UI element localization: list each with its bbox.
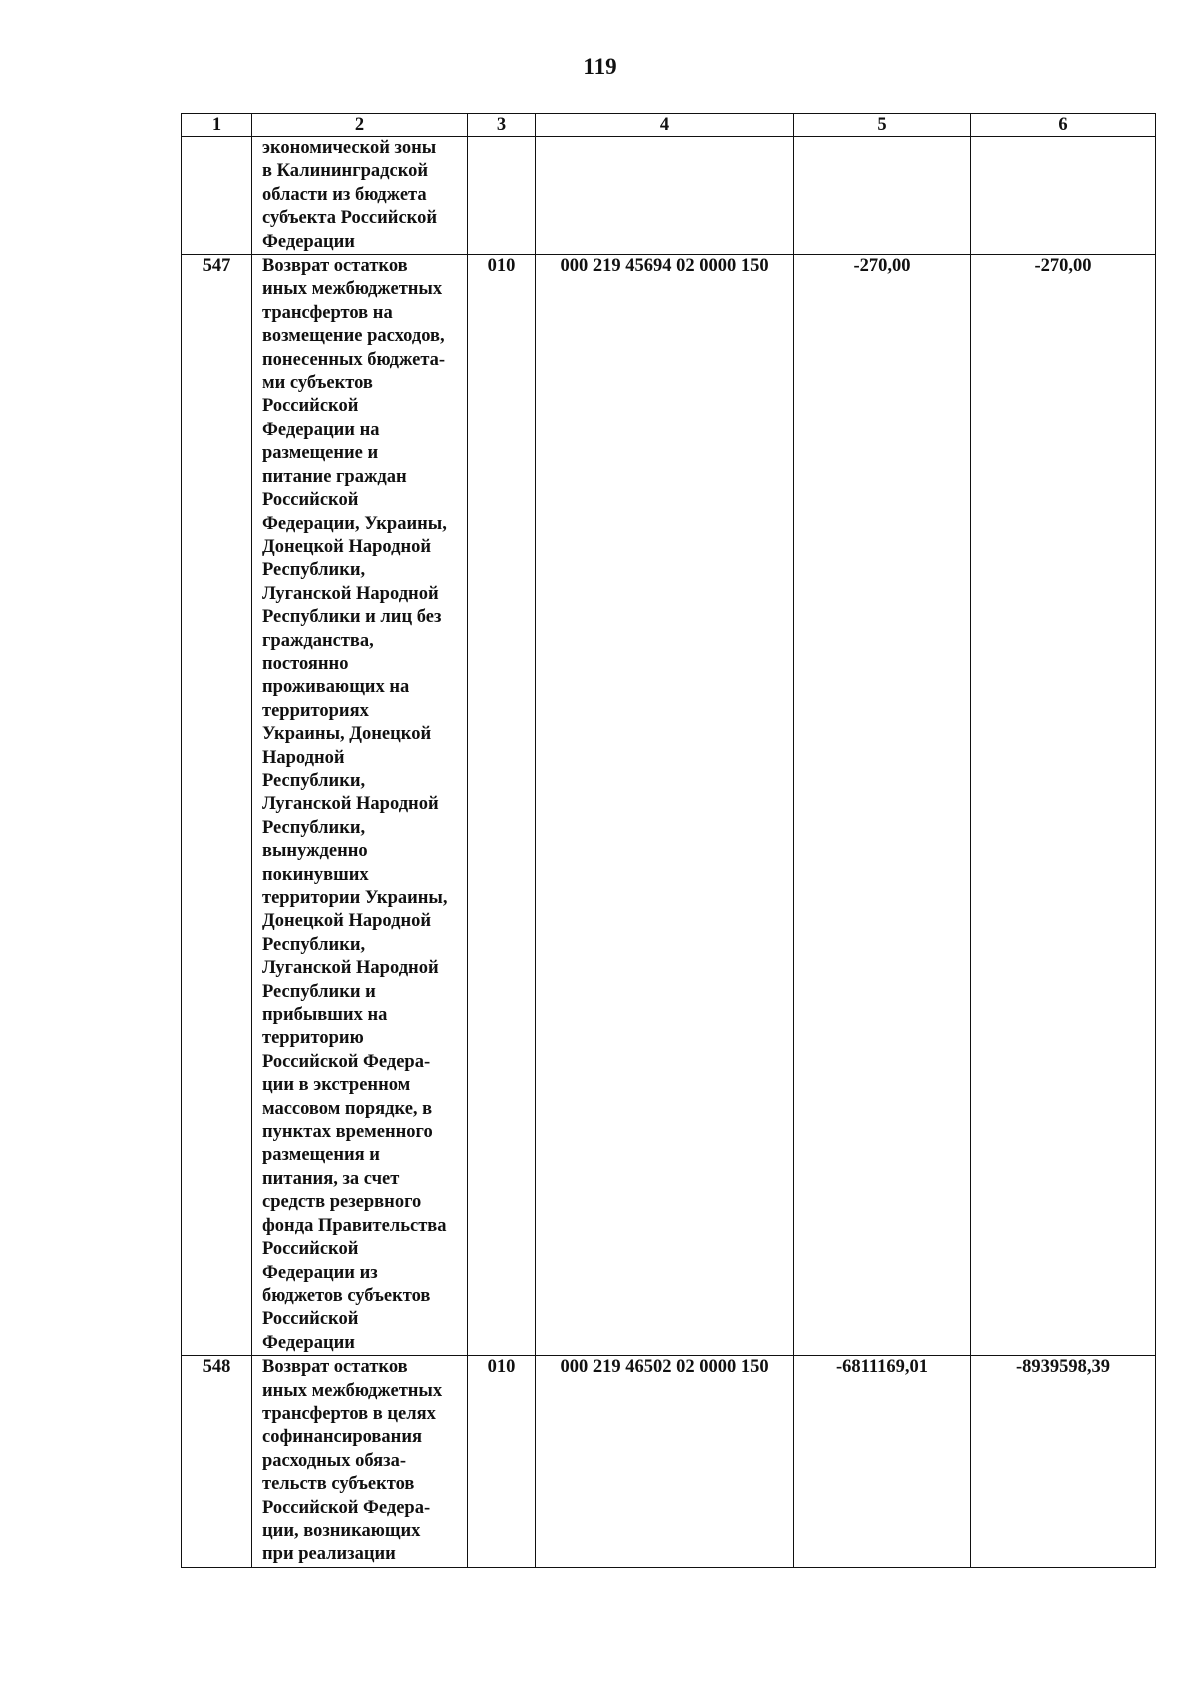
- name-line: Луганской Народной: [262, 958, 439, 979]
- header-cell-6: 6: [971, 114, 1156, 137]
- name-line: Донецкой Народной: [262, 536, 432, 557]
- name-line: Луганской Народной: [262, 794, 439, 815]
- name-line: Федерации: [262, 231, 355, 252]
- name-line: средств резервного: [262, 1192, 422, 1213]
- name-line: Республики,: [262, 770, 366, 791]
- row-sum2-cell: -270,00: [971, 255, 1156, 1356]
- table-row: [182, 137, 1156, 255]
- row-sum2-cell: -8939598,39: [971, 1356, 1156, 1568]
- name-line: Возврат остатков: [262, 1357, 408, 1378]
- name-line: Федерации на: [262, 419, 380, 440]
- name-line: ции, возникающих: [262, 1520, 421, 1541]
- name-line: трансфертов в целях: [262, 1403, 436, 1424]
- name-line: прибывших на: [262, 1005, 388, 1026]
- name-line: тельств субъектов: [262, 1474, 415, 1495]
- row-sum1-cell: -6811169,01: [794, 1356, 971, 1568]
- name-line: постоянно: [262, 653, 349, 674]
- table-row: [182, 255, 1156, 1356]
- name-line: бюджетов субъектов: [262, 1285, 431, 1306]
- name-line: размещения и: [262, 1145, 380, 1166]
- row-code-cell: [468, 137, 536, 255]
- name-line: Республики и лиц без: [262, 607, 442, 628]
- name-line: расходных обяза-: [262, 1450, 406, 1471]
- column-number-row: [182, 114, 1156, 137]
- row-name-cell: [252, 1356, 468, 1568]
- name-line: пунктах временного: [262, 1122, 433, 1143]
- name-line: ции в экстренном: [262, 1075, 411, 1096]
- name-line: Федерации, Украины,: [262, 513, 447, 534]
- name-line: гражданства,: [262, 630, 374, 651]
- name-line: Российской: [262, 396, 359, 417]
- name-line: Российской Федера-: [262, 1051, 431, 1072]
- name-line: Республики,: [262, 934, 366, 955]
- row-sum2-cell: [971, 137, 1156, 255]
- name-line: иных межбюджетных: [262, 279, 443, 300]
- header-cell-2: 2: [252, 114, 468, 137]
- header-cell-4: 4: [536, 114, 794, 137]
- name-line: Народной: [262, 747, 345, 768]
- name-line: питания, за счет: [262, 1168, 400, 1189]
- name-line: территориях: [262, 700, 369, 721]
- row-name-cell: [252, 137, 468, 255]
- name-line: Федерации: [262, 1332, 355, 1353]
- header-cell-3: 3: [468, 114, 536, 137]
- table-row: [182, 1356, 1156, 1568]
- name-line: Российской Федера-: [262, 1497, 431, 1518]
- row-code-cell: 010: [468, 255, 536, 1356]
- name-line: Украины, Донецкой: [262, 724, 432, 745]
- row-sum1-cell: -270,00: [794, 255, 971, 1356]
- name-line: территории Украины,: [262, 888, 448, 908]
- name-line: области из бюджета: [262, 184, 427, 205]
- name-line: экономической зоны: [262, 138, 437, 158]
- name-line: размещение и: [262, 443, 379, 464]
- row-number-cell: 548: [182, 1356, 252, 1568]
- name-line: фонда Правительства: [262, 1215, 447, 1236]
- header-cell-5: 5: [794, 114, 971, 137]
- name-line: иных межбюджетных: [262, 1380, 443, 1401]
- name-line: Республики,: [262, 817, 366, 838]
- name-line: массовом порядке, в: [262, 1098, 433, 1119]
- name-line: ми субъектов: [262, 373, 373, 394]
- name-line: Республики,: [262, 560, 366, 581]
- name-line: софинансирования: [262, 1427, 423, 1448]
- row-code-cell: 010: [468, 1356, 536, 1568]
- name-line: Луганской Народной: [262, 583, 439, 604]
- name-line: Российской: [262, 1309, 359, 1330]
- name-line: субъекта Российской: [262, 208, 437, 229]
- name-line: Российской: [262, 1239, 359, 1260]
- name-line: при реализации: [262, 1544, 396, 1565]
- name-line: Республики и: [262, 981, 376, 1002]
- header-cell-1: 1: [182, 114, 252, 137]
- name-line: Российской: [262, 490, 359, 511]
- row-kbk-cell: 000 219 45694 02 0000 150: [536, 255, 794, 1356]
- row-sum1-cell: [794, 137, 971, 255]
- name-line: вынужденно: [262, 841, 368, 862]
- name-line: территорию: [262, 1028, 364, 1049]
- budget-table: [181, 113, 1156, 1568]
- name-line: понесенных бюджета-: [262, 349, 446, 370]
- name-line: покинувших: [262, 864, 369, 885]
- page-number: 119: [583, 54, 617, 79]
- name-line: питание граждан: [262, 466, 407, 487]
- name-line: возмещение расходов,: [262, 326, 445, 347]
- name-line: Донецкой Народной: [262, 911, 432, 932]
- name-line: Федерации из: [262, 1262, 378, 1283]
- row-number-cell: [182, 137, 252, 255]
- row-kbk-cell: [536, 137, 794, 255]
- row-name-cell: [252, 255, 468, 1356]
- row-number-cell: 547: [182, 255, 252, 1356]
- name-line: проживающих на: [262, 677, 410, 698]
- name-line: в Калининградской: [262, 161, 429, 182]
- name-line: трансфертов на: [262, 302, 393, 323]
- row-kbk-cell: 000 219 46502 02 0000 150: [536, 1356, 794, 1568]
- table-body: [182, 114, 1156, 1568]
- name-line: Возврат остатков: [262, 256, 408, 277]
